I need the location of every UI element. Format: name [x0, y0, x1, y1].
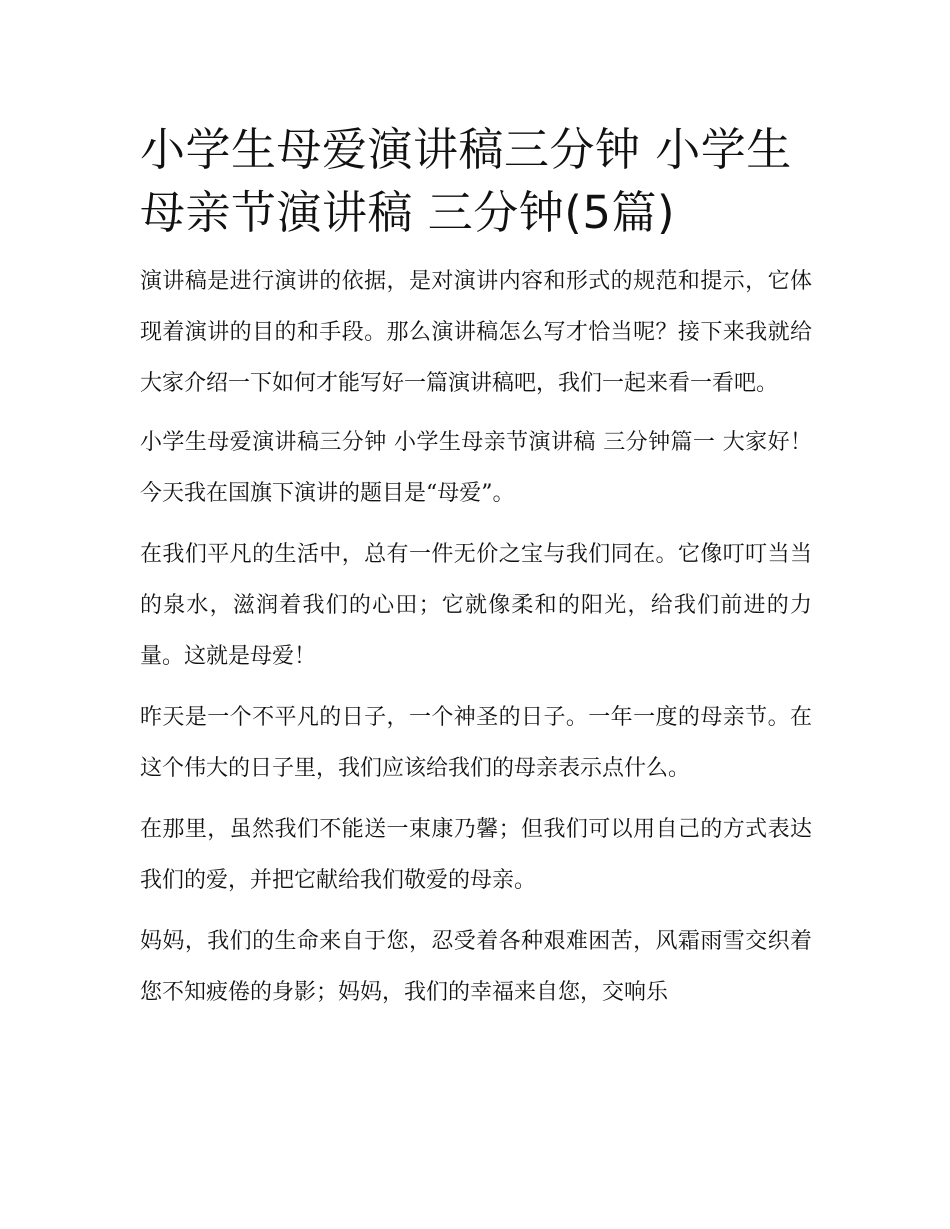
document-body — [140, 118, 812, 1028]
paragraph: 在那里，虽然我们不能送一束康乃馨；但我们可以用自己的方式表达我们的爱，并把它献给我们敬爱的母亲。 — [140, 817, 812, 893]
document-title: 小学生母爱演讲稿三分钟 小学生母亲节演讲稿 三分钟(5篇) — [140, 123, 792, 239]
paragraph: 妈妈，我们的生命来自于您，忍受着各种艰难困苦，风霜雨雪交织着您不知疲倦的身影；妈妈，我们的幸福来自您，交响乐 — [140, 929, 812, 1005]
paragraph-intro: 演讲稿是进行演讲的依据，是对演讲内容和形式的规范和提示，它体现着演讲的目的和手段。那么演讲稿怎么写才恰当呢？接下来我就给大家介绍一下如何才能写好一篇演讲稿吧，我们一起来看一看吧。 — [140, 269, 812, 396]
paragraph-greeting: 小学生母爱演讲稿三分钟 小学生母亲节演讲稿 三分钟篇一 大家好！ 今天我在国旗下演讲的题目是“母爱”。 — [140, 430, 812, 506]
paragraph: 在我们平凡的生活中，总有一件无价之宝与我们同在。它像叮叮当当的泉水，滋润着我们的心田；它就像柔和的阳光，给我们前进的力量。这就是母爱！ — [140, 542, 812, 669]
paragraph: 昨天是一个不平凡的日子，一个神圣的日子。一年一度的母亲节。在这个伟大的日子里，我们应该给我们的母亲表示点什么。 — [140, 705, 812, 781]
